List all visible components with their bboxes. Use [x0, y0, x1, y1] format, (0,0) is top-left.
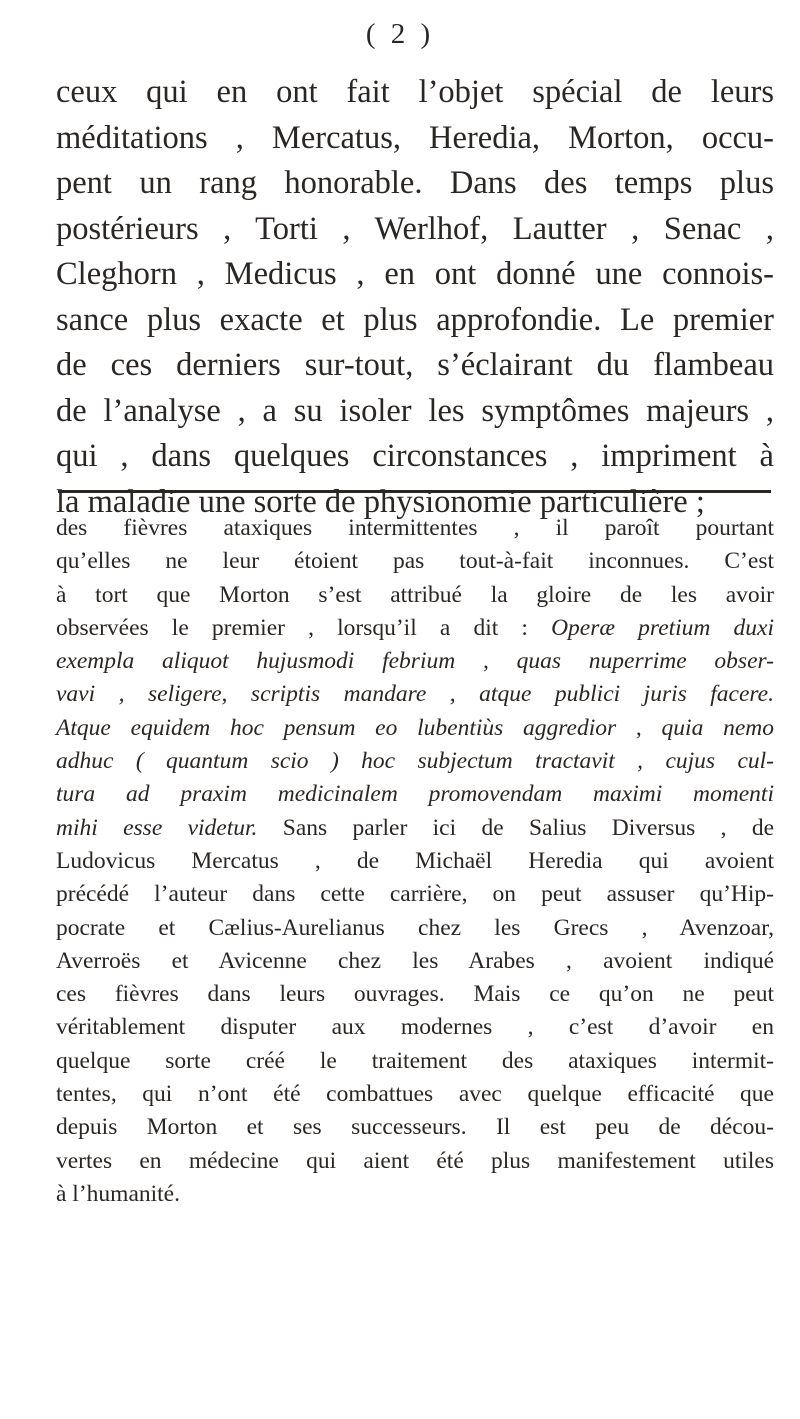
body-line: la maladie une sorte de physionomie particulière ;	[56, 483, 705, 520]
footnote-line	[56, 878, 774, 911]
footnote-text: véritablement disputer aux modernes , c’est d’avoir en	[56, 1014, 774, 1041]
footnote-italic-text: exempla aliquot hujusmodi febrium , quas nuperrime obser-	[56, 648, 774, 675]
footnote-line	[56, 678, 774, 711]
footnote-text: observées le premier , lorsqu’il a dit :	[56, 614, 552, 641]
footnote-text: vertes en médecine qui aient été plus manifestement utiles	[56, 1147, 774, 1174]
footnote-text: ces fièvres dans leurs ouvrages. Mais ce qu’on ne peut	[56, 981, 774, 1008]
footnote-line	[56, 612, 774, 645]
footnote-line	[56, 812, 774, 845]
footnote-line	[56, 912, 774, 945]
footnote-line	[56, 512, 774, 545]
footnote-line	[56, 1178, 774, 1211]
body-line: Cleghorn , Medicus , en ont donné une connois-	[56, 256, 774, 292]
footnote-text: à l’humanité.	[56, 1180, 180, 1207]
footnote-line	[56, 845, 774, 878]
body-line: de l’analyse , a su isoler les symptômes majeurs ,	[56, 392, 774, 429]
body-text	[56, 70, 774, 525]
body-line: de ces derniers sur-tout, s’éclairant du flambeau	[56, 347, 774, 383]
footnote-text: tentes, qui n’ont été combattues avec quelque efficacité que	[56, 1081, 774, 1108]
footnote	[56, 512, 774, 1211]
footnote-divider	[58, 490, 771, 493]
body-line: postérieurs , Torti , Werlhof, Lautter , Senac ,	[56, 210, 774, 247]
footnote-italic-text: adhuc ( quantum scio ) hoc subjectum tractavit , cujus cul-	[56, 748, 774, 775]
body-line: qui , dans quelques circonstances , impriment à	[56, 438, 774, 474]
footnote-text: Averroës et Avicenne chez les Arabes , avoient indiqué	[56, 947, 774, 974]
footnote-line	[56, 645, 774, 678]
body-line: ceux qui en ont fait l’objet spécial de leurs	[56, 74, 774, 110]
body-line: méditations , Mercatus, Heredia, Morton, occu-	[56, 119, 774, 156]
footnote-text: depuis Morton et ses successeurs. Il est peu de décou-	[56, 1114, 774, 1141]
footnote-italic-text: Atque equidem hoc pensum eo lubentiùs aggredior , quia nemo	[56, 714, 774, 741]
page-number: ( 2 )	[365, 18, 435, 50]
footnote-text: précédé l’auteur dans cette carrière, on peut assuser qu’Hip-	[56, 881, 774, 908]
footnote-italic-text: tura ad praxim medicinalem promovendam maximi momenti	[56, 781, 774, 808]
footnote-line	[56, 945, 774, 978]
footnote-line	[56, 1145, 774, 1178]
footnote-line	[56, 579, 774, 612]
footnote-line	[56, 1045, 774, 1078]
footnote-line	[56, 712, 774, 745]
footnote-line	[56, 778, 774, 811]
footnote-text: à tort que Morton s’est attribué la gloire de les avoir	[56, 581, 774, 608]
footnote-line	[56, 1078, 774, 1111]
footnote-line	[56, 545, 774, 578]
footnote-text: qu’elles ne leur étoient pas tout-à-fait inconnues. C’est	[56, 548, 774, 575]
footnote-italic-text: mihi esse videtur.	[56, 814, 258, 841]
footnote-italic-text: vavi , seligere, scriptis mandare , atque publici juris facere.	[56, 681, 774, 708]
footnote-text: Sans parler ici de Salius Diversus , de	[257, 814, 774, 841]
footnote-line	[56, 1011, 774, 1044]
footnote-text: Ludovicus Mercatus , de Michaël Heredia qui avoient	[56, 847, 774, 874]
footnote-text: des fièvres ataxiques intermittentes , il paroît pourtant	[56, 515, 774, 541]
footnote-line	[56, 1111, 774, 1144]
body-line: pent un rang honorable. Dans des temps plus	[56, 165, 774, 201]
body-line: sance plus exacte et plus approfondie. Le premier	[56, 301, 774, 338]
footnote-italic-text: Operæ pretium duxi	[551, 614, 774, 641]
footnote-text: quelque sorte créé le traitement des ataxiques intermit-	[56, 1047, 774, 1074]
footnote-line	[56, 978, 774, 1011]
footnote-text: pocrate et Cælius-Aurelianus chez les Grecs , Avenzoar,	[56, 914, 774, 941]
footnote-line	[56, 745, 774, 778]
